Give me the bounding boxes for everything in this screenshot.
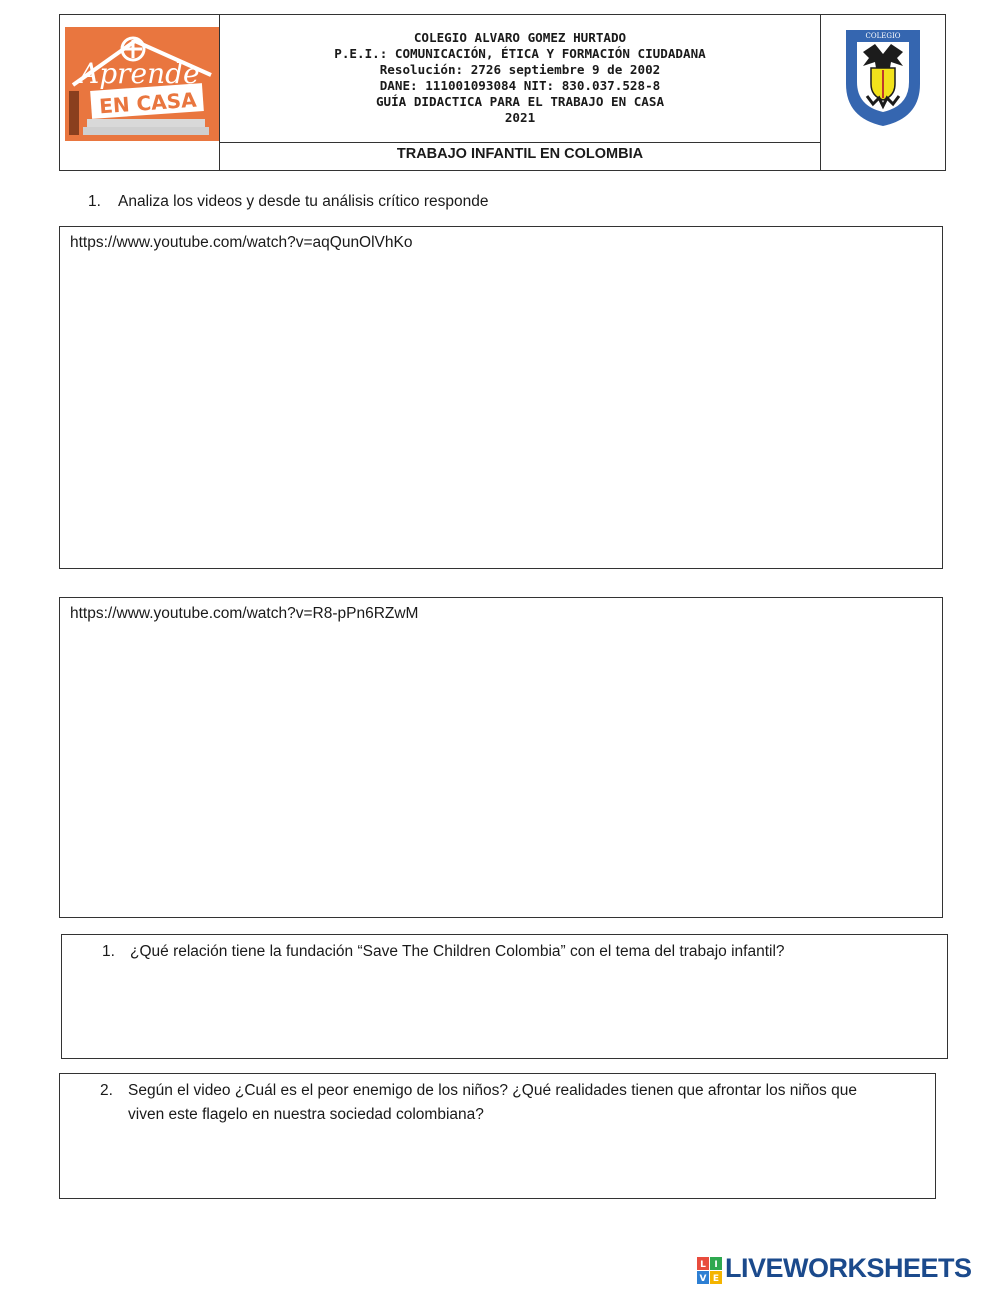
brand-name: LIVEWORKSHEETS xyxy=(725,1253,972,1283)
header-divider-middle xyxy=(219,142,821,143)
video-link-2[interactable]: https://www.youtube.com/watch?v=R8-pPn6RZwM xyxy=(70,605,419,622)
svg-text:COLEGIO: COLEGIO xyxy=(865,32,901,40)
house-book-icon xyxy=(65,27,219,141)
school-name: COLEGIO ALVARO GOMEZ HURTADO xyxy=(413,30,627,45)
school-resolution: Resolución: 2726 septiembre 9 de 2002 xyxy=(379,62,661,77)
question-2-line-2: viven este flagelo en nuestra sociedad colombiana? xyxy=(128,1106,484,1123)
svg-text:I: I xyxy=(714,1260,718,1270)
question-2-line-1: Según el video ¿Cuál es el peor enemigo de los niños? ¿Qué realidades tienen que afrontar los niños que xyxy=(128,1082,857,1099)
video-link-1[interactable]: https://www.youtube.com/watch?v=aqQunOlVhKo xyxy=(70,234,413,251)
svg-text:L: L xyxy=(700,1260,706,1270)
school-crest xyxy=(843,26,923,128)
liveworksheets-logo-icon xyxy=(697,1257,723,1285)
instruction-text: Analiza los videos y desde tu análisis crítico responde xyxy=(118,193,489,210)
aprende-en-casa-logo xyxy=(65,27,219,141)
question-box-1[interactable] xyxy=(61,934,948,1059)
instruction-number: 1. xyxy=(88,193,101,210)
school-dane-nit: DANE: 111001093084 NIT: 830.037.528-8 xyxy=(379,78,661,93)
svg-text:V: V xyxy=(699,1274,707,1284)
question-1-number: 1. xyxy=(102,943,115,960)
svg-text:EN CASA: EN CASA xyxy=(98,87,198,119)
page-title: TRABAJO INFANTIL EN COLOMBIA xyxy=(396,146,644,162)
svg-text:E: E xyxy=(712,1274,720,1284)
liveworksheets-brand[interactable] xyxy=(697,1253,997,1287)
question-2-number: 2. xyxy=(100,1082,113,1099)
school-crest-icon xyxy=(843,26,923,128)
guide-title: GUÍA DIDACTICA PARA EL TRABAJO EN CASA xyxy=(375,94,665,109)
video-answer-box-1[interactable] xyxy=(59,226,943,569)
header-divider-right xyxy=(820,14,821,171)
instruction xyxy=(88,193,488,211)
question-1-text: ¿Qué relación tiene la fundación “Save The Children Colombia” con el tema del trabajo infantil? xyxy=(130,943,785,960)
guide-year: 2021 xyxy=(504,110,536,125)
svg-text:Aprende: Aprende xyxy=(79,57,200,90)
school-pei: P.E.I.: COMUNICACIÓN, ÉTICA Y FORMACIÓN CIUDADANA xyxy=(334,46,706,61)
video-answer-box-2[interactable] xyxy=(59,597,943,918)
question-box-2[interactable] xyxy=(59,1073,936,1199)
school-info xyxy=(220,30,820,126)
